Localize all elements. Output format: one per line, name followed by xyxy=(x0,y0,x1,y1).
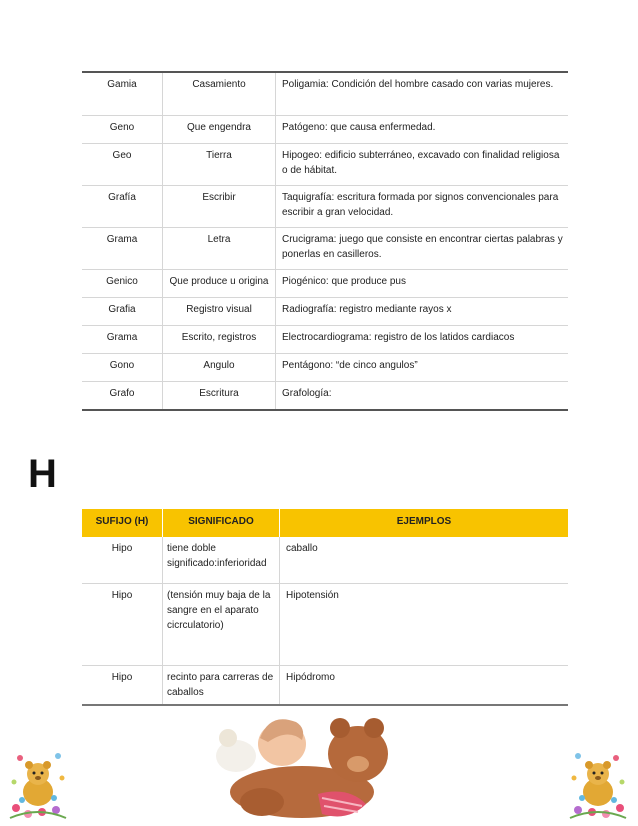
example-cell: caballo xyxy=(280,537,569,583)
example-cell: Hipotensión xyxy=(280,583,569,665)
root-cell: Geno xyxy=(82,115,163,143)
meaning-cell: (tensión muy baja de la sangre en el aparato cicrculatorio) xyxy=(163,583,280,665)
root-cell: Grafía xyxy=(82,185,163,227)
table-row xyxy=(82,269,568,297)
example-cell: Hipogeo: edificio subterráneo, excavado con finalidad religiosa o de hábitat. xyxy=(276,143,569,185)
table-header-row xyxy=(82,509,568,537)
table-row xyxy=(82,353,568,381)
meaning-cell: Escritura xyxy=(163,381,276,410)
example-cell: Radiografía: registro mediante rayos x xyxy=(276,297,569,325)
root-cell: Hipo xyxy=(82,665,163,705)
example-cell: Grafología: xyxy=(276,381,569,410)
meaning-cell: Casamiento xyxy=(163,72,276,115)
table-row xyxy=(82,227,568,269)
table-row xyxy=(82,381,568,410)
roots-table-top xyxy=(82,71,568,411)
table-row xyxy=(82,185,568,227)
meaning-cell: tiene doble significado:inferioridad xyxy=(163,537,280,583)
example-cell: Electrocardiograma: registro de los latidos cardiacos xyxy=(276,325,569,353)
example-cell: Piogénico: que produce pus xyxy=(276,269,569,297)
example-cell: Pentágono: “de cinco angulos” xyxy=(276,353,569,381)
header-meaning: SIGNIFICADO xyxy=(163,509,280,537)
header-examples: EJEMPLOS xyxy=(280,509,569,537)
table-row xyxy=(82,115,568,143)
meaning-cell: Escrito, registros xyxy=(163,325,276,353)
table-row xyxy=(82,297,568,325)
table-row xyxy=(82,72,568,115)
example-cell: Crucigrama: juego que consiste en encontrar ciertas palabras y ponerlas en casilleros. xyxy=(276,227,569,269)
meaning-cell: Registro visual xyxy=(163,297,276,325)
table-row xyxy=(82,583,568,665)
meaning-cell: Escribir xyxy=(163,185,276,227)
table-row xyxy=(82,325,568,353)
meaning-cell: Tierra xyxy=(163,143,276,185)
root-cell: Gamia xyxy=(82,72,163,115)
root-cell: Grafo xyxy=(82,381,163,410)
meaning-cell: recinto para carreras de caballos xyxy=(163,665,280,705)
meaning-cell: Letra xyxy=(163,227,276,269)
root-cell: Hipo xyxy=(82,537,163,583)
root-cell: Genico xyxy=(82,269,163,297)
root-cell: Geo xyxy=(82,143,163,185)
teddy-bear-flowers-icon xyxy=(568,748,628,820)
root-cell: Grama xyxy=(82,325,163,353)
root-cell: Grafia xyxy=(82,297,163,325)
example-cell: Poligamia: Condición del hombre casado con varias mujeres. xyxy=(276,72,569,115)
meaning-cell: Que produce u origina xyxy=(163,269,276,297)
table-row xyxy=(82,143,568,185)
root-cell: Grama xyxy=(82,227,163,269)
example-cell: Taquigrafía: escritura formada por signos convencionales para escribir a gran velocidad. xyxy=(276,185,569,227)
meaning-cell: Que engendra xyxy=(163,115,276,143)
suffix-h-table xyxy=(82,509,568,706)
example-cell: Patógeno: que causa enfermedad. xyxy=(276,115,569,143)
header-suffix: SUFIJO (H) xyxy=(82,509,163,537)
teddy-bear-flowers-icon xyxy=(8,748,68,820)
sleeping-baby-teddy-icon xyxy=(198,698,398,822)
root-cell: Hipo xyxy=(82,583,163,665)
example-cell: Hipódromo xyxy=(280,665,569,705)
table-row xyxy=(82,537,568,583)
meaning-cell: Angulo xyxy=(163,353,276,381)
root-cell: Gono xyxy=(82,353,163,381)
section-heading-letter: H xyxy=(28,452,57,496)
